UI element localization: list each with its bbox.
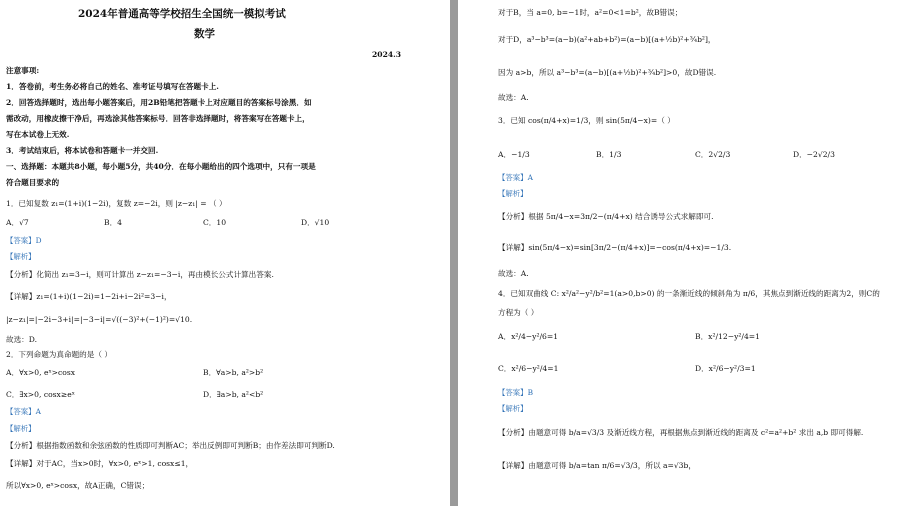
q2-conclusion: 故选：A.	[498, 93, 529, 102]
q3-analysis: 【分析】根据 5π/4−x=3π/2−(π/4+x) 结合诱导公式求解即可.	[498, 212, 714, 221]
exam-subject: 数学	[194, 28, 215, 40]
q2-detail-2: 所以∀x>0, eˣ>cosx，故A正确，C错误；	[6, 481, 150, 490]
q1-detail-1: 【详解】z₁=(1+i)(1−2i)=1−2i+i−2i²=3−i，	[6, 292, 172, 301]
q4-analysis-tag: 【解析】	[498, 404, 528, 413]
q4-detail: 【详解】由题意可得 b/a=tan π/6=√3/3，所以 a=√3b，	[498, 461, 696, 470]
q2-detail-d1: 对于D，a³−b³=(a−b)(a²+ab+b²)=(a−b)[(a+½b)²+¾b²]，	[498, 35, 716, 44]
q4-answer: 【答案】B	[498, 388, 533, 397]
q1-answer: 【答案】D	[6, 236, 42, 245]
q2-option-c: C．∃x>0, cosx≥eˣ	[6, 390, 75, 399]
q4-option-c: C．x²/6−y²/4=1	[498, 364, 559, 373]
q3-conclusion: 故选：A.	[498, 269, 529, 278]
notice-2b: 需改动，用橡皮擦干净后，再选涂其他答案标号．回答非选择题时，将答案写在答题卡上，	[6, 114, 310, 123]
section-header-1: 一、选择题：本题共8小题，每小题5分，共40分．在每小题给出的四个选项中，只有一项是	[6, 162, 316, 171]
q2-stem: 2．下列命题为真命题的是（ ）	[6, 350, 112, 359]
q2-detail-b: 对于B，当 a=0, b=−1时，a²=0<1=b²，故B错误；	[498, 8, 683, 17]
q4-stem-2: 方程为（ ）	[498, 308, 539, 317]
q3-option-b: B．1/3	[596, 150, 622, 159]
q3-stem: 3．已知 cos(π/4+x)=1/3，则 sin(5π/4−x)=（ ）	[498, 116, 675, 125]
q1-analysis-tag: 【解析】	[6, 252, 36, 261]
q3-option-d: D．−2√2/3	[793, 150, 835, 159]
q1-stem: 1．已知复数 z₁=(1+i)(1−2i)，复数 z=−2i，则 |z−z₁| = （ ）	[6, 199, 227, 208]
q2-option-b: B．∀a>b, a²>b²	[203, 368, 264, 377]
q1-analysis: 【分析】化简出 z₁=3−i，则可计算出 z−z₁=−3−i，再由模长公式计算出答案.	[6, 270, 274, 279]
notice-1: 1．答卷前，考生务必将自己的姓名、准考证号填写在答题卡上.	[6, 82, 219, 91]
notice-3: 3．考试结束后，将本试卷和答题卡一并交回.	[6, 146, 159, 155]
q2-analysis-tag: 【解析】	[6, 424, 36, 433]
q3-option-a: A．−1/3	[498, 150, 530, 159]
q4-analysis: 【分析】由题意可得 b/a=√3/3 及渐近线方程，再根据焦点到渐近线的距离及 c²=a²+b² 求出 a,b 即可得解.	[498, 428, 864, 437]
q1-option-a: A．√7	[6, 218, 29, 227]
notice-header: 注意事项:	[6, 66, 40, 75]
q1-option-c: C．10	[203, 218, 227, 227]
exam-title: 2024年普通高等学校招生全国统一模拟考试	[78, 8, 286, 20]
q3-answer: 【答案】A	[498, 173, 533, 182]
q3-option-c: C．2√2/3	[695, 150, 731, 159]
section-header-2: 符合题目要求的	[6, 178, 60, 187]
exam-date: 2024.3	[372, 50, 402, 59]
q2-analysis: 【分析】根据指数函数和余弦函数的性质即可判断AC；举出反例即可判断B；由作差法即可判断D.	[6, 441, 335, 450]
q3-detail: 【详解】sin(5π/4−x)=sin[3π/2−(π/4+x)]=−cos(π/4+x)=−1/3.	[498, 243, 732, 252]
q4-option-d: D．x²/6−y²/3=1	[695, 364, 756, 373]
page-divider	[450, 0, 458, 506]
q1-option-b: B．4	[104, 218, 123, 227]
q4-option-a: A．x²/4−y²/6=1	[498, 332, 559, 341]
q3-analysis-tag: 【解析】	[498, 189, 528, 198]
q1-option-d: D．√10	[301, 218, 330, 227]
q2-detail-d2: 因为 a>b，所以 a³−b³=(a−b)[(a+½b)²+¾b²]>0，故D错误.	[498, 68, 717, 77]
q2-option-d: D．∃a>b, a²<b²	[203, 390, 264, 399]
q4-option-b: B．x²/12−y²/4=1	[695, 332, 761, 341]
notice-2c: 写在本试卷上无效.	[6, 130, 70, 139]
q2-detail-1: 【详解】对于AC，当x>0时，∀x>0, eˣ>1, cosx≤1，	[6, 459, 194, 468]
q2-option-a: A．∀x>0, eˣ>cosx	[6, 368, 76, 377]
q1-conclusion: 故选：D.	[6, 335, 38, 344]
q2-answer: 【答案】A	[6, 407, 41, 416]
q4-stem-1: 4．已知双曲线 C: x²/a²−y²/b²=1(a>0,b>0) 的一条渐近线的倾斜角为 π/6，其焦点到渐近线的距离为2，则C的	[498, 289, 880, 298]
right-page	[458, 0, 900, 506]
q1-detail-2: |z−z₁|=|−2i−3+i|=|−3−i|=√((−3)²+(−1)²)=√10.	[6, 315, 193, 324]
notice-2a: 2．回答选择题时，选出每小题答案后，用2B铅笔把答题卡上对应题目的答案标号涂黑．如	[6, 98, 312, 107]
